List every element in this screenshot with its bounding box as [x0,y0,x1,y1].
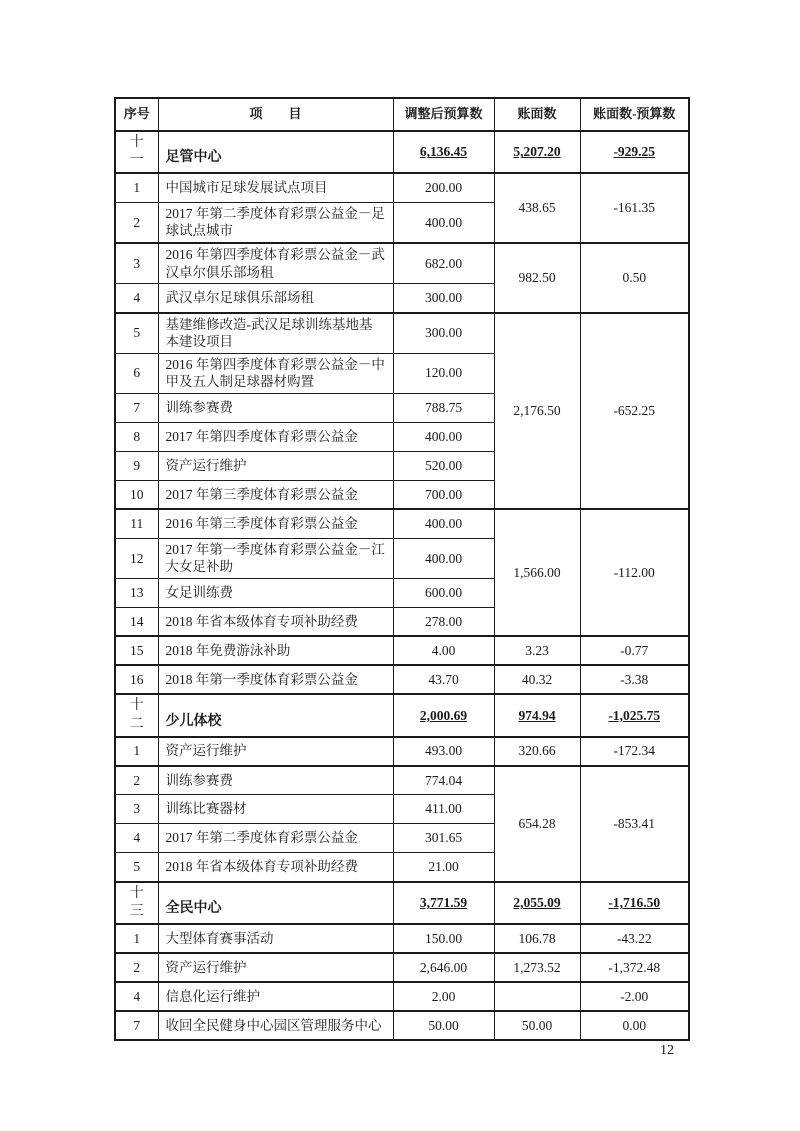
cell-item: 2017 年第三季度体育彩票公益金 [158,480,393,509]
cell-no: 6 [115,353,158,393]
cell-item: 2017 年第二季度体育彩票公益金 [158,824,393,853]
cell-no: 7 [115,1011,158,1040]
cell-item: 训练比赛器材 [158,795,393,824]
header-cell: 调整后预算数 [393,98,494,131]
cell-item: 2017 年第一季度体育彩票公益金－江大女足补助 [158,538,393,578]
cell-item: 训练参赛费 [158,766,393,795]
cell-budget: 4.00 [393,636,494,665]
cell-item: 基建维修改造-武汉足球训练基地基本建设项目 [158,313,393,354]
table-row [115,313,689,354]
cell-no: 1 [115,173,158,202]
cell-item: 2016 年第四季度体育彩票公益金－中甲及五人制足球器材购置 [158,353,393,393]
cell-book: 50.00 [494,1011,580,1040]
section-diff: -929.25 [580,131,689,173]
cell-item: 2016 年第三季度体育彩票公益金 [158,509,393,538]
section-no: 十二 [115,694,158,736]
cell-budget: 150.00 [393,924,494,953]
table-row [115,766,689,795]
cell-book [494,982,580,1011]
cell-diff: -652.25 [580,313,689,510]
cell-no: 10 [115,480,158,509]
cell-no: 4 [115,982,158,1011]
cell-budget: 400.00 [393,509,494,538]
cell-budget: 520.00 [393,451,494,480]
section-no: 十三 [115,882,158,924]
cell-item: 武汉卓尔足球俱乐部场租 [158,284,393,313]
cell-diff: 0.00 [580,1011,689,1040]
section-budget: 2,000.69 [393,694,494,736]
cell-book: 106.78 [494,924,580,953]
table-row [115,509,689,538]
table-row [115,1011,689,1040]
cell-item: 资产运行维护 [158,953,393,982]
cell-diff: -3.38 [580,665,689,694]
cell-budget: 400.00 [393,202,494,243]
cell-no: 16 [115,665,158,694]
cell-no: 11 [115,509,158,538]
header-cell: 账面数-预算数 [580,98,689,131]
cell-diff: -43.22 [580,924,689,953]
cell-budget: 21.00 [393,853,494,882]
section-row [115,694,689,736]
cell-item: 女足训练费 [158,578,393,607]
cell-diff: -1,372.48 [580,953,689,982]
table-header-row [115,98,689,131]
cell-no: 14 [115,607,158,636]
header-cell: 序号 [115,98,158,131]
cell-budget: 788.75 [393,393,494,422]
cell-book: 438.65 [494,173,580,243]
cell-budget: 600.00 [393,578,494,607]
cell-budget: 2.00 [393,982,494,1011]
cell-book: 654.28 [494,766,580,882]
cell-budget: 301.65 [393,824,494,853]
cell-item: 收回全民健身中心园区管理服务中心 [158,1011,393,1040]
section-row [115,882,689,924]
section-book: 974.94 [494,694,580,736]
cell-budget: 400.00 [393,538,494,578]
cell-diff: -853.41 [580,766,689,882]
cell-diff: -0.77 [580,636,689,665]
cell-book: 320.66 [494,737,580,766]
cell-no: 15 [115,636,158,665]
cell-budget: 411.00 [393,795,494,824]
cell-item: 2018 年省本级体育专项补助经费 [158,853,393,882]
cell-item: 2017 年第二季度体育彩票公益金－足球试点城市 [158,202,393,243]
cell-no: 3 [115,243,158,284]
cell-no: 5 [115,853,158,882]
table-row [115,636,689,665]
section-book: 5,207.20 [494,131,580,173]
table-row [115,665,689,694]
budget-table [114,97,690,1041]
cell-no: 1 [115,924,158,953]
cell-book: 1,566.00 [494,509,580,636]
cell-item: 资产运行维护 [158,451,393,480]
cell-book: 2,176.50 [494,313,580,510]
cell-item: 训练参赛费 [158,393,393,422]
section-diff: -1,025.75 [580,694,689,736]
cell-item: 2018 年免费游泳补助 [158,636,393,665]
cell-diff: -112.00 [580,509,689,636]
cell-budget: 300.00 [393,313,494,354]
cell-no: 4 [115,284,158,313]
cell-book: 1,273.52 [494,953,580,982]
cell-book: 40.32 [494,665,580,694]
cell-diff: -172.34 [580,737,689,766]
table-row [115,924,689,953]
table-row [115,243,689,284]
cell-budget: 700.00 [393,480,494,509]
cell-budget: 300.00 [393,284,494,313]
cell-budget: 400.00 [393,422,494,451]
table-row [115,737,689,766]
section-diff: -1,716.50 [580,882,689,924]
cell-budget: 43.70 [393,665,494,694]
cell-budget: 278.00 [393,607,494,636]
page-number: 12 [660,1043,674,1058]
cell-item: 资产运行维护 [158,737,393,766]
cell-budget: 774.04 [393,766,494,795]
cell-budget: 120.00 [393,353,494,393]
table-head [115,98,689,131]
cell-item: 2018 年第一季度体育彩票公益金 [158,665,393,694]
section-row [115,131,689,173]
header-cell: 项 目 [158,98,393,131]
cell-budget: 682.00 [393,243,494,284]
cell-diff: 0.50 [580,243,689,313]
cell-item: 2017 年第四季度体育彩票公益金 [158,422,393,451]
table-row [115,953,689,982]
cell-item: 2018 年省本级体育专项补助经费 [158,607,393,636]
cell-item: 中国城市足球发展试点项目 [158,173,393,202]
section-name: 全民中心 [158,882,393,924]
header-cell: 账面数 [494,98,580,131]
cell-no: 2 [115,766,158,795]
cell-no: 1 [115,737,158,766]
cell-item: 大型体育赛事活动 [158,924,393,953]
cell-item: 2016 年第四季度体育彩票公益金－武汉卓尔俱乐部场租 [158,243,393,284]
cell-no: 9 [115,451,158,480]
section-name: 少儿体校 [158,694,393,736]
cell-no: 12 [115,538,158,578]
cell-no: 2 [115,202,158,243]
cell-no: 7 [115,393,158,422]
table-row [115,982,689,1011]
section-budget: 6,136.45 [393,131,494,173]
table-row [115,173,689,202]
cell-no: 8 [115,422,158,451]
cell-budget: 200.00 [393,173,494,202]
cell-budget: 50.00 [393,1011,494,1040]
cell-no: 13 [115,578,158,607]
cell-no: 2 [115,953,158,982]
section-no: 十一 [115,131,158,173]
cell-budget: 2,646.00 [393,953,494,982]
cell-diff: -161.35 [580,173,689,243]
cell-item: 信息化运行维护 [158,982,393,1011]
section-budget: 3,771.59 [393,882,494,924]
cell-no: 4 [115,824,158,853]
section-name: 足管中心 [158,131,393,173]
cell-diff: -2.00 [580,982,689,1011]
cell-no: 5 [115,313,158,354]
section-book: 2,055.09 [494,882,580,924]
cell-budget: 493.00 [393,737,494,766]
cell-book: 982.50 [494,243,580,313]
cell-book: 3.23 [494,636,580,665]
table-body [115,131,689,1040]
cell-no: 3 [115,795,158,824]
